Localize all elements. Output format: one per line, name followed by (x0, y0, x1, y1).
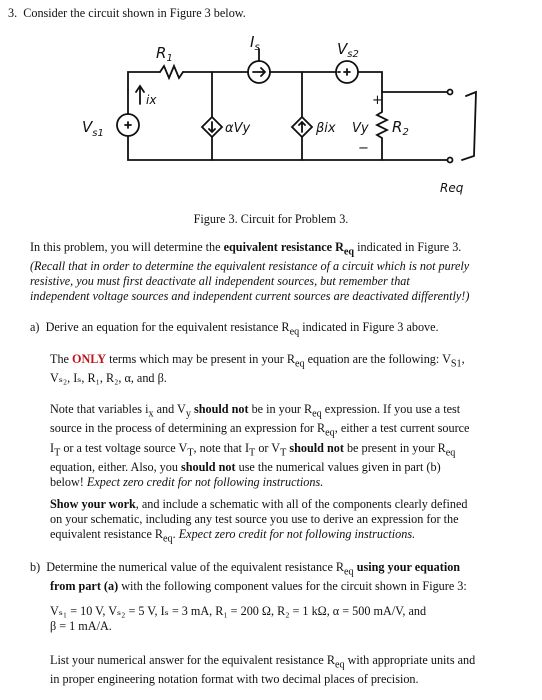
part-a-heading: a) Derive an equation for the equivalent resistance $R_{eq}$ indicated in Figure 3 above. (30, 320, 439, 338)
part-a-show-work: Show your work, and include a schematic with all of the components clearly defined on your schematic, including any test source you use to derive an expression for the equivalent resistance $R_{eq}$. Expect zero credit for not following instructions. (50, 497, 468, 545)
label-req: Req (440, 181, 464, 195)
part-a-note: Note that variables $i_x$ and $V_y$ should not be in your $R_{eq}$ expression. If you use a test source in the process of determining an expression for $R_{eq}$, either a test current source $I_T$ or a test voltage source $V_T$, note that $I_T$ or $V_T$ should not be present in your $R_{eq}$ equation, either. Also, you should not use the numerical values given in part (b) below! Expect zero credit for not following instructions. (50, 402, 470, 490)
label-alpha-vy: αVy (225, 121, 251, 136)
terminal-top (448, 90, 453, 95)
label-plus: + (372, 93, 383, 108)
part-a-only: The ONLY terms which may be present in your $R_{eq}$ equation are the following: $V_{S1}$, Vₛ₂, Iₛ, R₁, R₂, α, and β. (50, 352, 465, 386)
part-b-list: List your numerical answer for the equivalent resistance $R_{eq}$ with appropriate units and in proper engineering notation format with two decimal places of precision. (50, 653, 476, 687)
problem-number: 3. (8, 6, 18, 20)
label-beta-ix: βix (316, 121, 336, 136)
label-r1: $R_1$ (156, 44, 173, 64)
label-is: $I_s$ (250, 33, 260, 53)
resistor-r1 (160, 66, 183, 78)
req-bracket (462, 92, 476, 160)
bottom-wire (128, 136, 448, 160)
top-wire-3 (358, 72, 382, 92)
label-vy: Vy (352, 121, 369, 136)
top-left-wire (128, 72, 160, 90)
label-ix: ix (146, 93, 157, 107)
label-vs2: $V_{s2}$ (337, 40, 359, 60)
part-b-heading: b) Determine the numerical value of the equivalent resistance $R_{eq}$ using your equation from part (a) with the following component values for the circuit shown in Figure 3: (30, 560, 467, 594)
problem-intro: Consider the circuit shown in Figure 3 below. (23, 6, 246, 20)
ix-arrow (136, 86, 144, 104)
label-r2: $R_2$ (392, 118, 409, 138)
label-minus: − (358, 141, 369, 156)
terminal-bottom (448, 158, 453, 163)
circuit-diagram (0, 0, 542, 220)
intro-paragraph: In this problem, you will determine the equivalent resistance $R_{eq}$ indicated in Figure 3. (Recall that in order to determine the equivalent resistance of a circuit which is not purely resistive, you must first deactivate all independent sources, but remember that independent voltage sources and independent current sources are deactivated differently!) (30, 240, 470, 304)
part-b-values: Vₛ₁ = 10 V, Vₛ₂ = 5 V, Iₛ = 3 mA, R₁ = 200 Ω, R₂ = 1 kΩ, α = 500 mA/V, and β = 1 mA/A. (50, 604, 427, 633)
label-vs1: $V_{s1}$ (82, 118, 104, 139)
figure-caption: Figure 3. Circuit for Problem 3. (193, 212, 349, 226)
